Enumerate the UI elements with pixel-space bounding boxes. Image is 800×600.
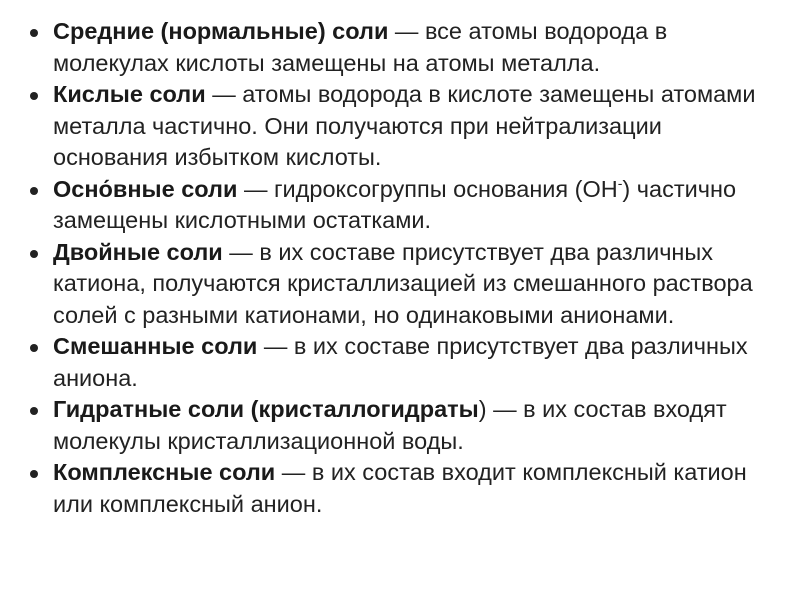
bullet-icon — [30, 29, 38, 37]
list-item-hydrate-salts — [26, 394, 766, 457]
definition-basic-salts-part1: — гидроксогруппы основания (OH — [237, 175, 618, 202]
bullet-icon — [30, 344, 38, 352]
definition-double-salts: — в их составе присутствует два различных катиона, получаются кристаллизацией из смешанного раствора солей с разными катионами, но одинаковыми анионами. — [53, 238, 753, 328]
list-item-complex-salts — [26, 457, 766, 520]
term-basic-salts: Осно́вные соли — [53, 175, 238, 202]
definition-medium-salts: — все атомы водорода в молекулах кислоты замещены на атомы металла. — [53, 18, 668, 76]
bullet-icon — [30, 470, 38, 478]
definition-acid-salts: — атомы водорода в кислоте замещены атомами металла частично. Они получаются при нейтрализации основания избытком кислоты. — [53, 81, 756, 170]
list-item-double-salts — [26, 237, 766, 332]
term-hydrate-salts: Гидратные соли (кристаллогидраты — [53, 396, 479, 422]
bullet-icon — [30, 407, 38, 415]
definition-complex-salts: — в их состав входит комплексный катион или комплексный анион. — [53, 459, 747, 517]
list-item-mixed-salts — [26, 331, 766, 394]
definition-basic-salts-part2: ) частично замещены кислотными остатками. — [53, 175, 737, 233]
term-mixed-salts: Смешанные соли — [53, 333, 258, 359]
list-item-basic-salts — [26, 174, 766, 237]
definition-hydrate-salts: ) — в их состав входят молекулы кристаллизационной воды. — [53, 396, 727, 454]
bullet-icon — [30, 250, 38, 258]
definition-mixed-salts: — в их составе присутствует два различных аниона. — [53, 333, 748, 391]
salt-types-list — [26, 16, 766, 520]
term-medium-salts: Средние (нормальные) соли — [53, 18, 389, 44]
term-complex-salts: Комплексные соли — [53, 459, 276, 485]
bullet-icon — [30, 92, 38, 100]
term-double-salts: Двойные соли — [53, 238, 223, 265]
list-item-acid-salts — [26, 79, 766, 174]
bullet-icon — [30, 187, 38, 195]
superscript-minus: - — [617, 174, 623, 191]
term-acid-salts: Кислые соли — [53, 81, 206, 107]
list-item-medium-salts — [26, 16, 766, 79]
